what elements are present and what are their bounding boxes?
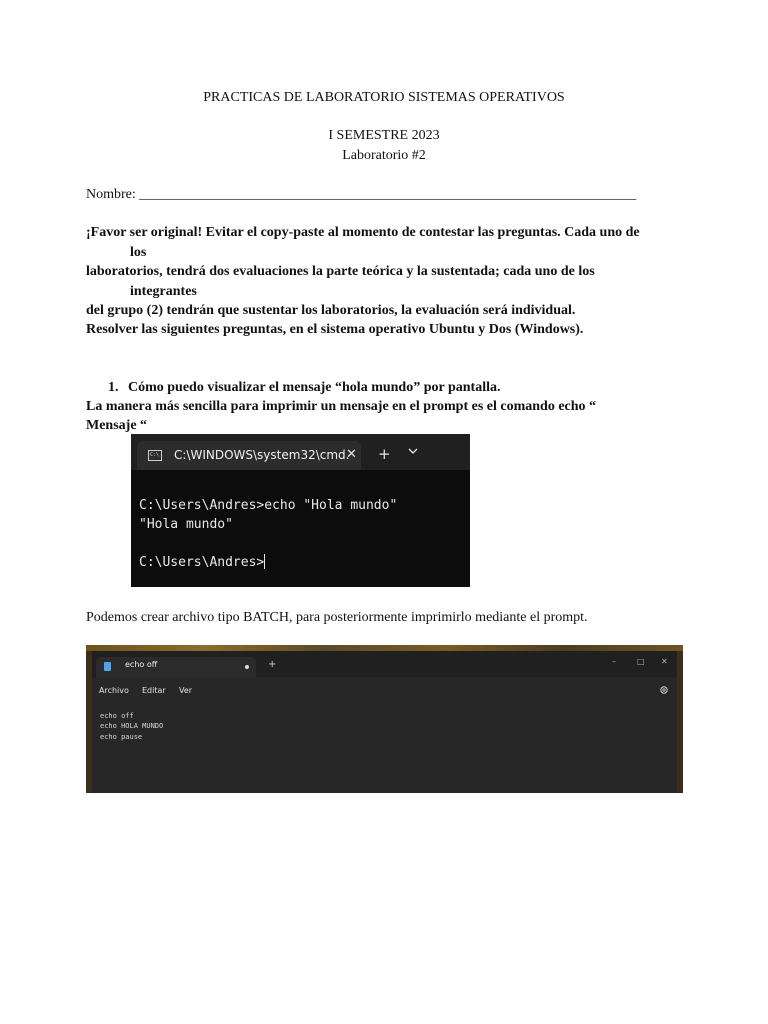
new-tab-icon[interactable]: +: [268, 659, 277, 670]
notepad-window: [92, 651, 677, 793]
question-1: [108, 378, 500, 397]
name-label: Nombre:: [86, 187, 136, 202]
notepad-screenshot: [86, 645, 683, 793]
unsaved-dot-icon: [245, 665, 249, 669]
cmd-icon: C:\: [148, 450, 162, 461]
name-blank-line: _______________________________________________________________________: [139, 187, 637, 202]
gear-icon[interactable]: [659, 685, 669, 695]
notepad-title-bar: [92, 651, 677, 677]
maximize-icon[interactable]: □: [637, 657, 645, 666]
instruction-line-3: del grupo (2) tendrán que sustentar los laboratorios, la evaluación será individual.: [86, 303, 576, 318]
new-tab-icon[interactable]: +: [378, 445, 391, 463]
batch-paragraph: Podemos crear archivo tipo BATCH, para posteriormente imprimirlo mediante el prompt.: [86, 610, 588, 625]
notepad-icon: [104, 662, 111, 671]
menu-ver[interactable]: Ver: [179, 686, 193, 695]
lab-number: Laboratorio #2: [342, 148, 426, 163]
instruction-line-4: Resolver las siguientes preguntas, en el sistema operativo Ubuntu y Dos (Windows).: [86, 322, 584, 337]
instruction-line-2-cont: integrantes: [130, 284, 197, 299]
notepad-tab-title: echo off: [125, 660, 158, 669]
terminal-tab-title: C:\WINDOWS\system32\cmd.: [174, 448, 350, 462]
name-field: [86, 185, 636, 204]
minimize-icon[interactable]: –: [612, 657, 616, 666]
notepad-text-line: echo off: [100, 712, 134, 720]
terminal-line: "Hola mundo": [139, 517, 233, 532]
close-icon[interactable]: ✕: [346, 447, 357, 462]
menu-editar[interactable]: Editar: [142, 686, 166, 695]
answer-line-1: La manera más sencilla para imprimir un mensaje en el prompt es el comando echo “: [86, 399, 597, 414]
instruction-line-2: laboratorios, tendrá dos evaluaciones la parte teórica y la sustentada; cada uno de los: [86, 264, 595, 279]
instruction-line-1-cont: los: [130, 245, 147, 260]
text-cursor: [264, 554, 265, 569]
document-title: PRACTICAS DE LABORATORIO SISTEMAS OPERATIVOS: [203, 90, 565, 105]
notepad-tab[interactable]: [96, 657, 256, 677]
terminal-prompt: C:\Users\Andres>: [139, 555, 265, 570]
question-text: Cómo puedo visualizar el mensaje “hola mundo” por pantalla.: [128, 380, 501, 395]
notepad-text-line: echo pause: [100, 733, 143, 741]
notepad-menu-bar: [92, 677, 677, 707]
chevron-down-icon[interactable]: [408, 446, 418, 456]
terminal-tab-bar: [131, 434, 470, 470]
terminal-screenshot: [131, 434, 470, 587]
close-icon[interactable]: ✕: [661, 657, 668, 666]
terminal-tab[interactable]: [137, 441, 361, 470]
question-number: 1.: [108, 380, 119, 395]
notepad-text-line: echo HOLA MUNDO: [100, 722, 164, 730]
menu-archivo[interactable]: Archivo: [99, 686, 129, 695]
instruction-line-1: ¡Favor ser original! Evitar el copy-paste al momento de contestar las preguntas. Cada uno de: [86, 225, 640, 240]
semester-label: I SEMESTRE 2023: [328, 128, 440, 143]
terminal-line: C:\Users\Andres>echo "Hola mundo": [139, 498, 398, 513]
answer-line-2: Mensaje “: [86, 418, 148, 433]
terminal-prompt-line[interactable]: [139, 554, 265, 570]
desktop-background-edge: [677, 651, 683, 793]
